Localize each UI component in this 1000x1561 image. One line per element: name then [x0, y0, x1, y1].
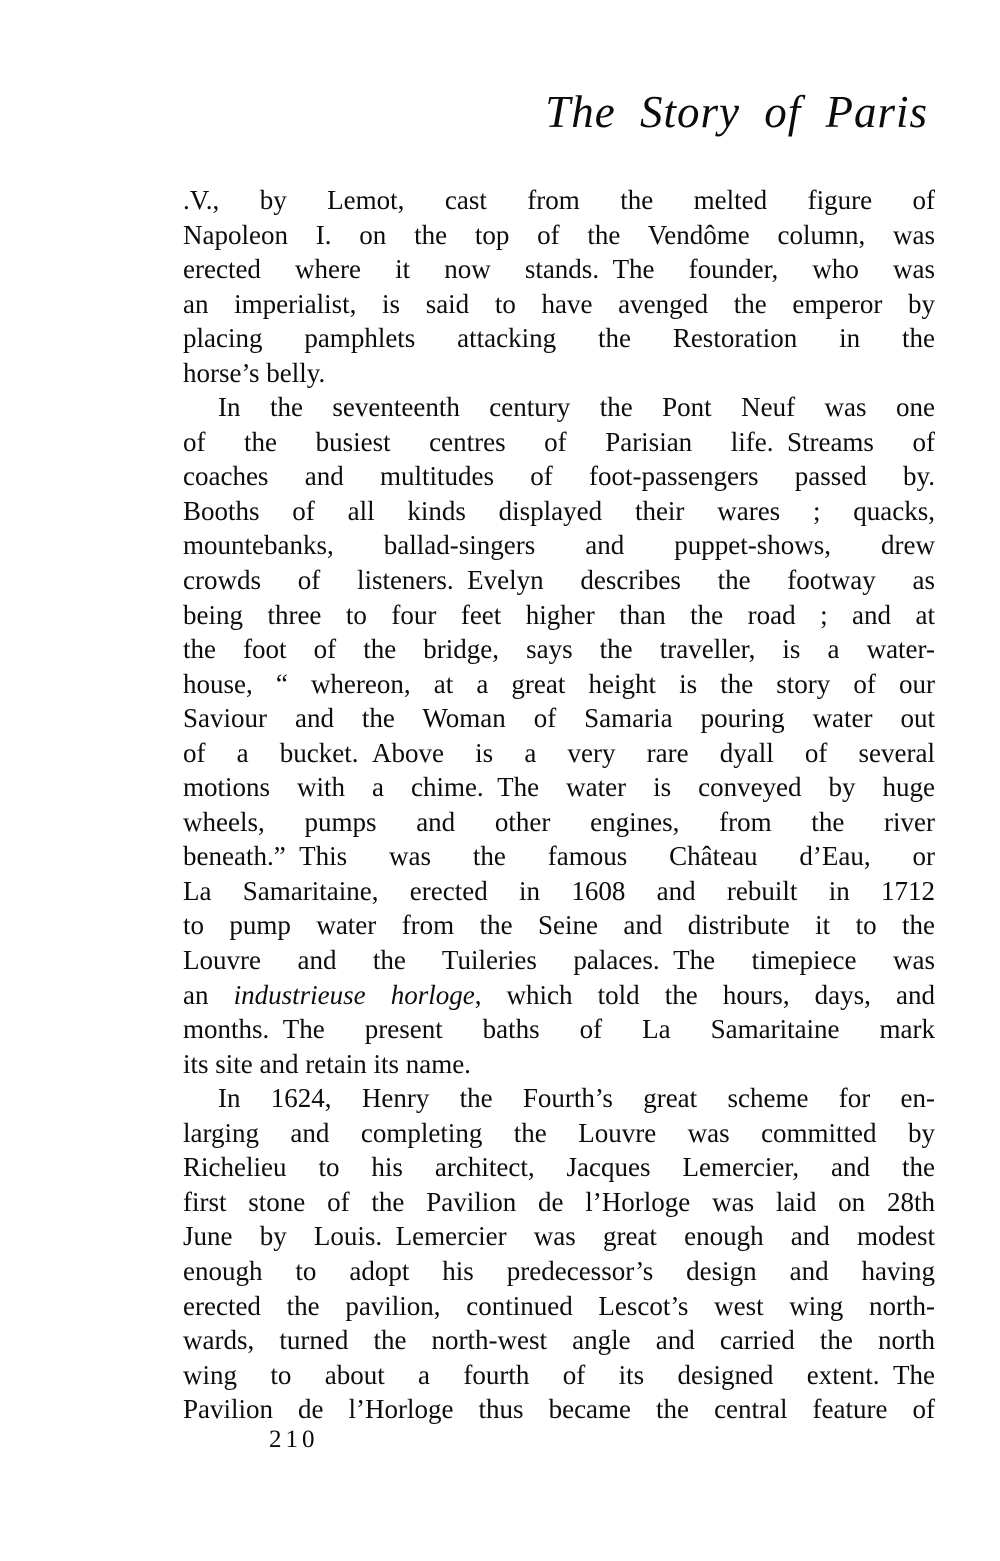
text-line: [183, 321, 935, 356]
text-segment: coaches and multitudes of foot-passengers passed by.: [183, 461, 935, 492]
text-line: [183, 1254, 935, 1289]
text-line: [183, 1185, 935, 1220]
text-line: [183, 839, 935, 874]
text-segment: house, “ whereon, at a great height is the story of our: [183, 668, 935, 699]
text-line: [183, 287, 935, 322]
text-segment: to pump water from the Seine and distribute it to the: [183, 910, 935, 941]
text-line: [183, 356, 935, 391]
text-segment: Napoleon I. on the top of the Vendôme column, was: [183, 219, 935, 250]
text-segment: of a bucket. Above is a very rare dyall of several: [183, 737, 935, 768]
text-segment: wards, turned the north-west angle and carried the north: [183, 1325, 935, 1356]
text-line: [183, 528, 935, 563]
page-number: 210: [269, 1426, 319, 1453]
text-line: [183, 736, 935, 771]
text-line: [183, 1323, 935, 1358]
text-line: [183, 1289, 935, 1324]
italic-phrase: industrieuse horloge: [233, 979, 475, 1010]
text-segment: wing to about a fourth of its designed extent. The: [183, 1359, 935, 1390]
text-segment: La Samaritaine, erected in 1608 and rebuilt in 1712: [183, 875, 935, 906]
text-segment: Richelieu to his architect, Jacques Lemercier, and the: [183, 1152, 935, 1183]
text-line: [183, 459, 935, 494]
text-line: [183, 978, 935, 1013]
text-line: [183, 1219, 935, 1254]
text-segment: first stone of the Pavilion de l’Horloge was laid on 28th: [183, 1186, 935, 1217]
text-line: [183, 598, 935, 633]
text-segment: June by Louis. Lemercier was great enough and modest: [183, 1221, 935, 1252]
text-segment: mountebanks, ballad-singers and puppet-shows, drew: [183, 530, 935, 561]
text-segment: months. The present baths of La Samaritaine mark: [183, 1014, 935, 1045]
text-segment: the foot of the bridge, says the traveller, is a water-: [183, 634, 935, 665]
text-segment: erected the pavilion, continued Lescot’s west wing north-: [183, 1290, 935, 1321]
text-segment: Louvre and the Tuileries palaces. The timepiece was: [183, 945, 935, 976]
text-segment: Booths of all kinds displayed their wares ; quacks,: [183, 495, 935, 526]
text-segment: Pavilion de l’Horloge thus became the central feature of: [183, 1394, 935, 1425]
text-segment: crowds of listeners. Evelyn describes the footway as: [183, 565, 935, 596]
text-line: [183, 1081, 935, 1116]
text-line: [183, 701, 935, 736]
text-line: [183, 1150, 935, 1185]
text-segment: enough to adopt his predecessor’s design and having: [183, 1255, 935, 1286]
text-segment: an imperialist, is said to have avenged the emperor by: [183, 288, 935, 319]
text-segment: horse’s belly.: [183, 357, 326, 388]
text-segment: placing pamphlets attacking the Restoration in the: [183, 323, 935, 354]
text-segment: Saviour and the Woman of Samaria pouring water out: [183, 703, 935, 734]
text-line: [183, 805, 935, 840]
text-segment: In the seventeenth century the Pont Neuf was one: [218, 392, 935, 423]
text-line: [183, 908, 935, 943]
text-segment: beneath.” This was the famous Château d’Eau, or: [183, 841, 935, 872]
text-line: [183, 667, 935, 702]
text-block: [183, 183, 935, 1427]
text-segment: wheels, pumps and other engines, from the river: [183, 806, 935, 837]
text-segment: motions with a chime. The water is conveyed by huge: [183, 772, 935, 803]
text-segment: erected where it now stands. The founder, who was: [183, 254, 935, 285]
text-segment: an: [183, 979, 234, 1010]
text-segment: of the busiest centres of Parisian life. Streams of: [183, 426, 935, 457]
text-line: [183, 943, 935, 978]
text-segment: being three to four feet higher than the road ; and at: [183, 599, 935, 630]
text-line: [183, 1392, 935, 1427]
text-line: [183, 1047, 935, 1082]
text-line: [183, 632, 935, 667]
text-line: [183, 1116, 935, 1151]
text-segment: its site and retain its name.: [183, 1048, 471, 1079]
text-line: [183, 874, 935, 909]
text-line: [183, 770, 935, 805]
text-segment: .V., by Lemot, cast from the melted figure of: [183, 185, 935, 215]
text-line: [183, 218, 935, 253]
text-line: [183, 494, 935, 529]
text-segment: In 1624, Henry the Fourth’s great scheme for en-: [218, 1083, 935, 1114]
text-line: [183, 1012, 935, 1047]
text-line: [183, 183, 935, 218]
text-line: [183, 425, 935, 460]
text-line: [183, 563, 935, 598]
text-line: [183, 390, 935, 425]
text-segment: larging and completing the Louvre was committed by: [183, 1117, 935, 1148]
text-line: [183, 252, 935, 287]
running-head: The Story of Paris: [545, 87, 928, 137]
text-line: [183, 1358, 935, 1393]
text-segment: , which told the hours, days, and: [474, 979, 935, 1010]
